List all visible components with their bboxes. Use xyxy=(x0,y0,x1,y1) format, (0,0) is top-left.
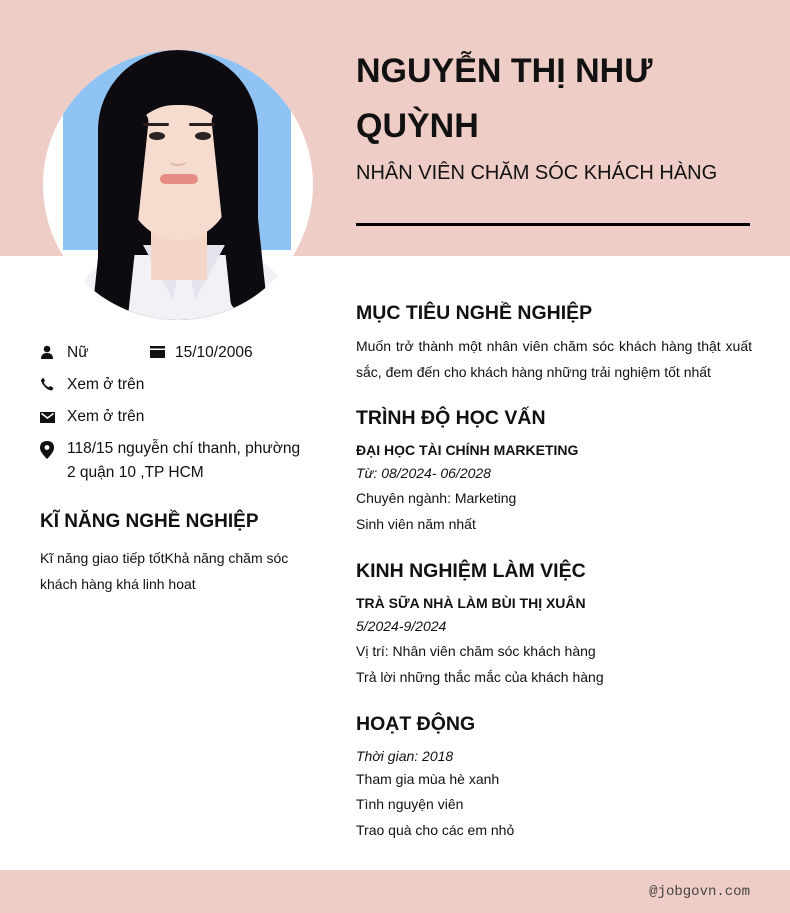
location-pin-icon xyxy=(40,441,54,459)
footer-watermark: @jobgovn.com xyxy=(649,884,750,900)
gender-value: Nữ xyxy=(67,344,89,361)
skills-heading: KĨ NĂNG NGHỀ NGHIỆP xyxy=(40,511,259,532)
activities-heading: HOẠT ĐỘNG xyxy=(356,713,476,735)
activities-period: Thời gian: 2018 xyxy=(356,748,454,764)
activity-item: Tình nguyện viên xyxy=(356,796,464,812)
skills-text: Kĩ năng giao tiếp tốtKhả năng chăm sóc khách hàng khá linh hoat xyxy=(40,550,289,592)
experience-duty: Trả lời những thắc mắc của khách hàng xyxy=(356,669,604,685)
experience-company: TRÀ SỮA NHÀ LÀM BÙI THỊ XUÂN xyxy=(356,595,586,611)
phone-icon xyxy=(40,377,54,391)
objective-heading: MỤC TIÊU NGHỀ NGHIỆP xyxy=(356,302,593,324)
experience-period: 5/2024-9/2024 xyxy=(356,618,447,634)
email-value: Xem ở trên xyxy=(67,408,145,425)
address-line-2: 2 quận 10 ,TP HCM xyxy=(67,464,204,481)
experience-heading: KINH NGHIỆM LÀM VIỆC xyxy=(356,560,586,582)
mail-icon xyxy=(40,412,55,423)
address-line-1: 118/15 nguyễn chí thanh, phường xyxy=(67,440,301,457)
objective-text: Muốn trở thành một nhân viên chăm sóc khách hàng thật xuất sắc, đem đến cho khách hàng những trải nghiệm tốt nhất xyxy=(356,338,752,380)
phone-value: Xem ở trên xyxy=(67,376,145,393)
experience-position: Vị trí: Nhân viên chăm sóc khách hàng xyxy=(356,643,596,659)
calendar-icon xyxy=(150,346,165,358)
education-major: Chuyên ngành: Marketing xyxy=(356,490,517,506)
education-note: Sinh viên năm nhất xyxy=(356,516,476,532)
activity-item: Trao quà cho các em nhỏ xyxy=(356,822,515,838)
person-icon xyxy=(40,345,54,359)
education-school: ĐẠI HỌC TÀI CHÍNH MARKETING xyxy=(356,442,579,458)
birthday-value: 15/10/2006 xyxy=(175,344,253,361)
education-heading: TRÌNH ĐỘ HỌC VẤN xyxy=(356,407,546,429)
header-divider xyxy=(356,223,750,226)
activity-item: Tham gia mùa hè xanh xyxy=(356,771,500,787)
job-title: NHÂN VIÊN CHĂM SÓC KHÁCH HÀNG xyxy=(356,162,718,184)
avatar xyxy=(43,50,313,320)
education-period: Từ: 08/2024- 06/2028 xyxy=(356,465,491,481)
candidate-name: NGUYỄN THỊ NHƯ QUỲNH xyxy=(356,52,653,145)
